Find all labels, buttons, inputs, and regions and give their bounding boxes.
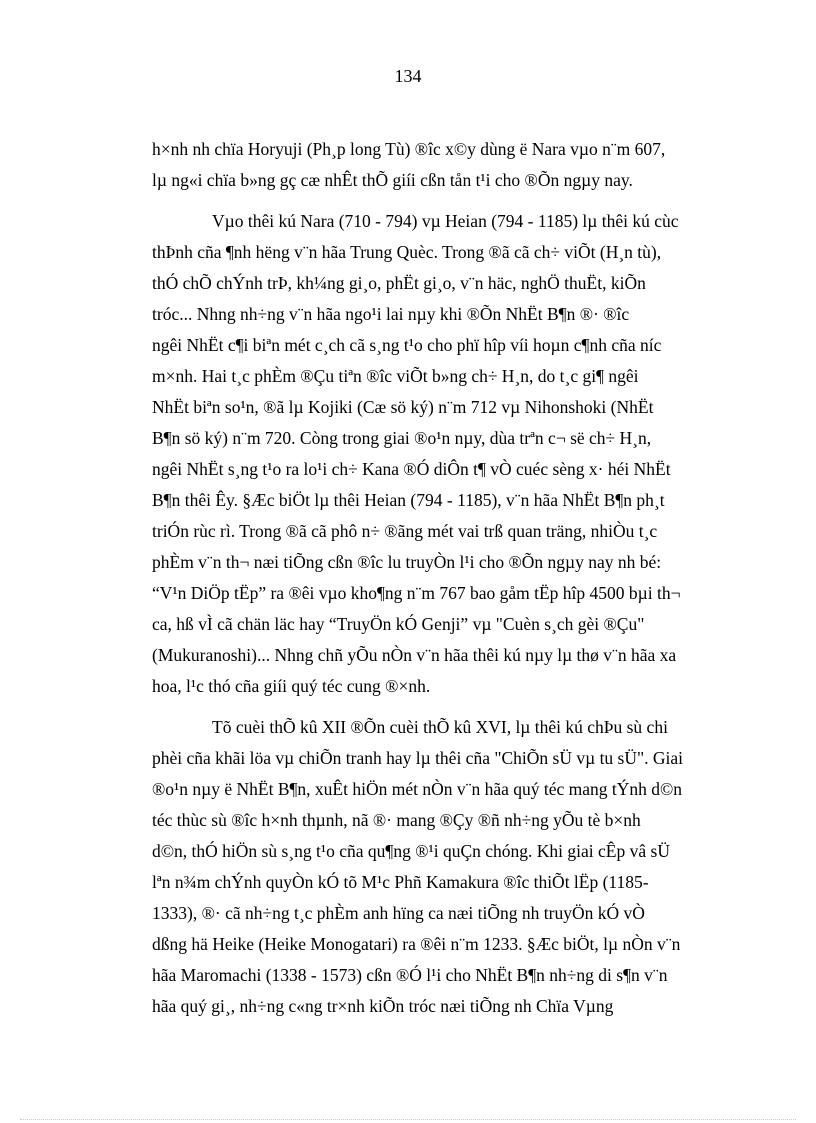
paragraph-1: h×nh nh chïa Horyuji (Ph¸p long Tù) ®îc x©y dùng ë Nara vµo n¨m 607, lµ ng«i chïa b»ng gç cæ nhÊt thÕ giíi cßn tån t¹i cho ®Õn ngµy nay.	[152, 139, 666, 190]
paragraph-2: Vµo thêi kú Nara (710 - 794) vµ Heian (794 - 1185) lµ thêi kú cùc thÞnh cña ¶nh hëng v¨n hãa Trung Quèc. Trong ®ã cã ch÷ viÕt (H¸n tù), thÓ chÕ chÝnh trÞ, kh¼ng gi¸o, phËt gi¸o, v¨n häc, nghÖ thuËt, kiÕn tróc... Nhng nh÷ng v¨n hãa ngo¹i lai nµy khi ®Õn NhËt B¶n ®· ®îc ngêi NhËt c¶i biªn mét c¸ch cã s¸ng t¹o cho phï hîp víi hoµn c¶nh cña níc m×nh. Hai t¸c phÈm ®Çu tiªn ®îc viÕt b»ng ch÷ H¸n, do t¸c gi¶ ngêi NhËt biªn so¹n, ®ã lµ Kojiki (Cæ sö ký) n¨m 712 vµ Nihonshoki (NhËt B¶n sö ký) n¨m 720. Còng trong giai ®o¹n nµy, dùa trªn c¬ së ch÷ H¸n, ngêi NhËt s¸ng t¹o ra lo¹i ch÷ Kana ®Ó diÔn t¶ vÒ cuéc sèng x· héi NhËt B¶n thêi Êy. §Æc biÖt lµ thêi Heian (794 - 1185), v¨n hãa NhËt B¶n ph¸t triÓn rùc rì. Trong ®ã cã phô n÷ ®ãng mét vai trß quan träng, nhiÒu t¸c phÈm v¨n th¬ næi tiÕng cßn ®îc lu truyÒn l¹i cho ®Õn ngµy nay nh bé: “V¹n DiÖp tËp” ra ®êi vµo kho¶ng n¨m 767 bao gåm tËp hîp 4500 bµi th¬ ca, hß vÌ cã chän läc hay “TruyÖn kÓ Genji” vµ "Cuèn s¸ch gèi ®Çu" (Mukuranoshi)... Nhng chñ yÕu nÒn v¨n hãa thêi kú nµy lµ thø v¨n hãa xa hoa, l¹c thó cña giíi quý téc cung ®×nh.	[152, 211, 681, 696]
paragraph-3: Tõ cuèi thÕ kû XII ®Õn cuèi thÕ kû XVI, lµ thêi kú chÞu sù chi phèi cña khãi löa vµ chiÕn tranh hay lµ thêi cña "ChiÕn sÜ vµ tu sÜ". Giai ®o¹n nµy ë NhËt B¶n, xuÊt hiÖn mét nÒn v¨n hãa quý téc mang tÝnh d©n téc thùc sù ®îc h×nh thµnh, nã ®· mang ®Çy ®ñ nh÷ng yÕu tè b×nh d©n, thÓ hiÖn sù s¸ng t¹o cña qu¶ng ®¹i quÇn chóng. Khi giai cÊp vâ sÜ lªn n¾m chÝnh quyÒn kÓ tõ M¹c Phñ Kamakura ®îc thiÕt lËp (1185- 1333), ®· cã nh÷ng t¸c phÈm anh hïng ca næi tiÕng nh truyÖn kÓ vÒ dßng hä Heike (Heike Monogatari) ra ®êi n¨m 1233. §Æc biÖt, lµ nÒn v¨n hãa Maromachi (1338 - 1573) cßn ®Ó l¹i cho NhËt B¶n nh÷ng di s¶n v¨n hãa quý gi¸, nh÷ng c«ng tr×nh kiÕn tróc næi tiÕng nh Chïa Vµng	[152, 717, 684, 1016]
page-bottom-divider	[20, 1119, 796, 1120]
page-number: 134	[394, 66, 422, 86]
body-text	[152, 134, 766, 1022]
